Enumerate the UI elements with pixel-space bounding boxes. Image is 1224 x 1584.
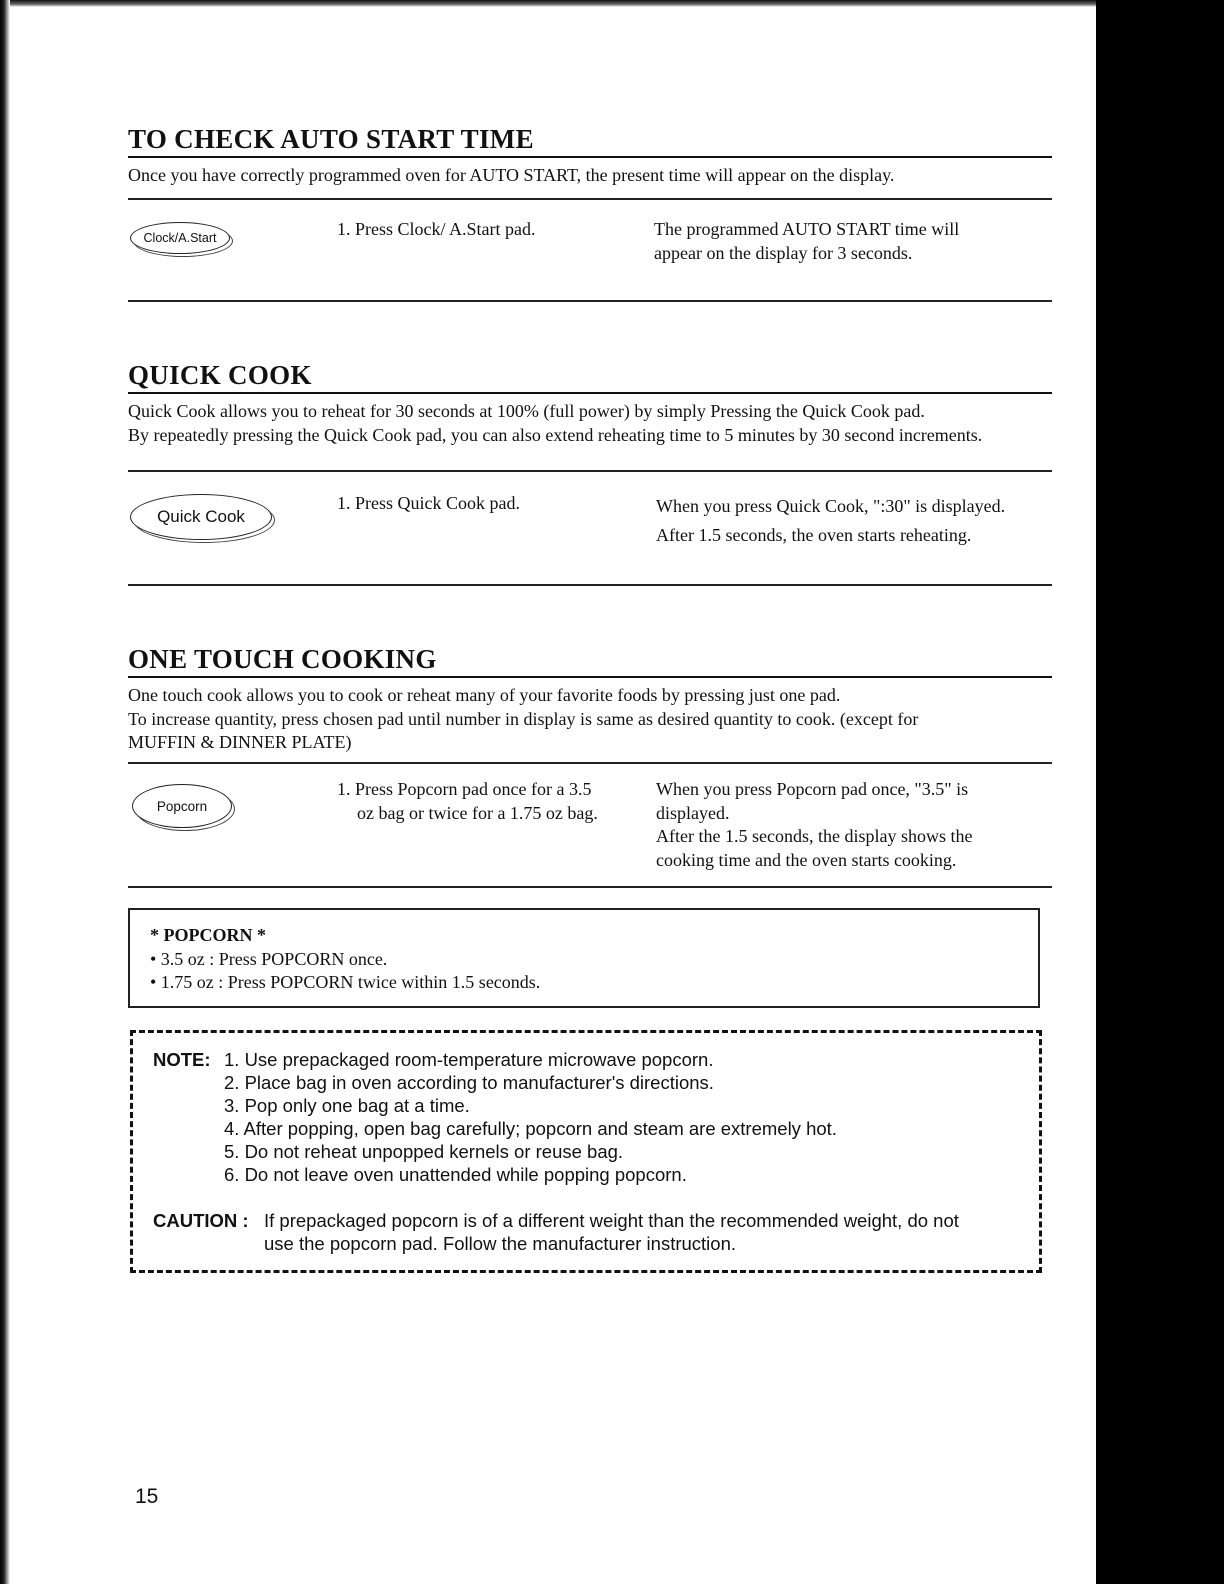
popcorn-box-title: * POPCORN * (150, 925, 266, 945)
popcorn-result (656, 778, 972, 872)
note-item: 1. Use prepackaged room-temperature microwave popcorn. (224, 1049, 714, 1070)
popcorn-info-box (128, 908, 1040, 1008)
description-line: Quick Cook allows you to reheat for 30 seconds at 100% (full power) by simply Pressing the Quick Cook pad. (128, 401, 925, 421)
result-line: appear on the display for 3 seconds. (654, 242, 913, 263)
caution-label: CAUTION : (153, 1210, 249, 1231)
section-title-quick-cook: QUICK COOK (128, 360, 1052, 394)
result-line: When you press Popcorn pad once, "3.5" is (656, 779, 969, 799)
section-title-auto-start: TO CHECK AUTO START TIME (128, 124, 1052, 158)
auto-start-description: Once you have correctly programmed oven for AUTO START, the present time will appear on the display. (128, 165, 895, 185)
result-line: After 1.5 seconds, the oven starts reheating. (656, 525, 972, 545)
one-touch-description (128, 684, 1052, 755)
description-line: One touch cook allows you to cook or reheat many of your favorite foods by pressing just one pad. (128, 685, 841, 705)
caution-text: If prepackaged popcorn is of a different weight than the recommended weight, do not (264, 1210, 959, 1231)
quick-cook-pad-button[interactable] (130, 494, 272, 540)
scan-edge-right (1096, 0, 1224, 1584)
quick-cook-step: 1. Press Quick Cook pad. (337, 493, 520, 513)
note-item: 5. Do not reheat unpopped kernels or reuse bag. (224, 1141, 624, 1162)
divider (128, 584, 1052, 586)
scan-edge-top (0, 0, 1224, 7)
pad-label: Clock/A.Start (143, 231, 217, 245)
divider (128, 300, 1052, 302)
popcorn-step (337, 778, 598, 825)
result-line: When you press Quick Cook, ":30" is displayed. (656, 496, 1006, 516)
quick-cook-description (128, 400, 1052, 447)
divider (128, 762, 1052, 764)
note-label: NOTE: (153, 1049, 211, 1070)
result-line: cooking time and the oven starts cooking. (656, 849, 957, 870)
caution-text: use the popcorn pad. Follow the manufacturer instruction. (264, 1233, 737, 1254)
note-box (130, 1030, 1042, 1273)
result-line: displayed. (656, 802, 730, 823)
popcorn-box-item: • 1.75 oz : Press POPCORN twice within 1.5 seconds. (150, 972, 541, 992)
note-item: 6. Do not leave oven unattended while popping popcorn. (224, 1164, 687, 1185)
clock-a-start-pad-button[interactable] (130, 222, 230, 254)
result-line: The programmed AUTO START time will (654, 219, 960, 239)
result-line: After the 1.5 seconds, the display shows the (656, 826, 973, 846)
note-item: 4. After popping, open bag carefully; popcorn and steam are extremely hot. (224, 1118, 837, 1139)
scan-edge-left (0, 0, 10, 1584)
divider (128, 886, 1052, 888)
popcorn-box-item: • 3.5 oz : Press POPCORN once. (150, 948, 388, 969)
note-item: 3. Pop only one bag at a time. (224, 1095, 470, 1116)
step-line: oz bag or twice for a 1.75 oz bag. (357, 802, 598, 823)
description-line: To increase quantity, press chosen pad until number in display is same as desired quantity to cook. (except for (128, 708, 919, 729)
popcorn-pad-button[interactable] (132, 784, 232, 828)
pad-label: Popcorn (156, 798, 208, 814)
note-item: 2. Place bag in oven according to manufacturer's directions. (224, 1072, 714, 1093)
description-line: By repeatedly pressing the Quick Cook pad, you can also extend reheating time to 5 minutes by 30 second increments. (128, 424, 983, 445)
step-line: 1. Press Popcorn pad once for a 3.5 (337, 779, 592, 799)
divider (128, 470, 1052, 472)
page-number: 15 (135, 1485, 159, 1508)
auto-start-step: 1. Press Clock/ A.Start pad. (337, 219, 536, 239)
divider (128, 198, 1052, 200)
section-title-one-touch-cooking: ONE TOUCH COOKING (128, 644, 1052, 678)
description-line: MUFFIN & DINNER PLATE) (128, 732, 352, 752)
quick-cook-result (656, 492, 1005, 550)
auto-start-result (654, 218, 959, 265)
pad-label: Quick Cook (157, 507, 245, 526)
